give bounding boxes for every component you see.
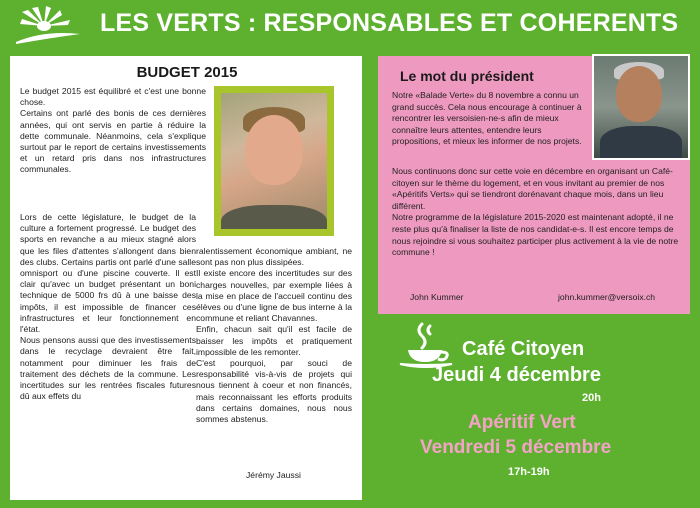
budget-panel (10, 56, 362, 500)
budget-paragraph: Nous pensons aussi que des investissements dans le recyclage devraient être fait, notamment pour diminuer les frais de traitement des déchets de la commune. Les incertitudes sur les rentrées fiscales futures dû aux effets du (20, 335, 196, 402)
budget-title: BUDGET 2015 (136, 64, 238, 81)
event-aperitif-title: Apéritif Vert (468, 412, 576, 433)
president-photo (592, 54, 690, 160)
budget-paragraph: Enfin, chacun sait qu'il est facile de baisser les impôts et pratiquement impossible de les remonter. (196, 324, 352, 357)
president-text-1 (392, 90, 584, 148)
author-photo-frame (214, 86, 334, 236)
president-email-link[interactable]: john.kummer@versoix.ch (558, 292, 656, 302)
header (0, 0, 700, 50)
president-text-2 (392, 166, 682, 259)
president-paragraph: Nous continuons donc sur cette voie en décembre en organisant un Café-citoyen sur le thème du logement, et en vous invitant au premier de nos «Apéritifs Verts» qui se tiendront dorénavant chaque mois, dans un lieu différent. (392, 166, 673, 211)
budget-text-column-1 (20, 86, 206, 176)
event-cafe-time: 20h (582, 392, 601, 404)
event-cafe-title: Café Citoyen (462, 338, 585, 360)
budget-paragraph: C'est pourquoi, par souci de responsabilité vis-à-vis de projets qui nous tiennent à coeur et non financés, mais reconnaissant les efforts produits dans certains domaines, nous nous sommes abstenus. (196, 358, 352, 425)
budget-paragraph: Certains ont parlé des bonis de ces dernières années, qui ont servis en partie à réduire la dette communale. Néanmoins, cela s'explique surtout par le report de certains investissements et un retard pris dans nos infrastructures communales. (20, 108, 206, 175)
event-aperitif-date: Vendredi 5 décembre (420, 437, 612, 458)
budget-text-column-3 (196, 246, 352, 425)
sunflower-logo-icon (14, 4, 82, 46)
president-panel (378, 56, 690, 314)
event-aperitif-time: 17h-19h (508, 466, 550, 478)
president-title: Le mot du président (400, 68, 534, 84)
budget-text-column-2 (20, 212, 196, 402)
president-paragraph: Notre «Balade Verte» du 8 novembre a connu un grand succès. Cela nous encourage à continuer à rencontrer les versoisien-ne-s afin de mieux connaître leurs attentes, entendre leurs propositions, et mieux les informer de nos projets. (392, 90, 582, 147)
budget-paragraph: Le budget 2015 est équilibré et c'est une bonne chose. (20, 86, 206, 108)
budget-paragraph: Il existe encore des incertitudes sur des charges nouvelles, par exemple liées à la mise en place de l'accueil continu des élèves ou d'une ligne de bus interne à la commune et reliant Chavannes. (196, 268, 352, 324)
president-name: John Kummer (410, 292, 464, 302)
author-photo (221, 93, 327, 229)
budget-paragraph: Lors de cette législature, le budget de la culture a fortement progressé. Le budget des sports en revanche a au mieux stagné alors que les files d'attentes s'allongent dans bien des clubs. Certains partis ont parlé d'une salle omnisport ou d'une piscine couverte. Il est clair qu'avec un budget présentant un boni technique de 5000 frs dû à une baisse des impôts, il est impossible de financer ces infrastructures et leur fonctionnement en l'état. (20, 212, 196, 335)
budget-paragraph: ralentissement économique ambiant, ne sont pas non plus dissipées. (196, 246, 352, 268)
event-cafe-date: Jeudi 4 décembre (432, 364, 601, 386)
president-paragraph: Notre programme de la législature 2015-2020 est maintenant adopté, il ne reste plus qu'à finaliser la liste de nos candidat-e-s. Il est encore temps de nous rejoindre si vous souhaitez participer plus activement à la vie de notre commune ! (392, 212, 679, 258)
coffee-cup-icon (398, 320, 454, 368)
page-title: LES VERTS : RESPONSABLES ET COHERENTS (100, 9, 679, 37)
budget-signature: Jérémy Jaussi (246, 470, 301, 480)
